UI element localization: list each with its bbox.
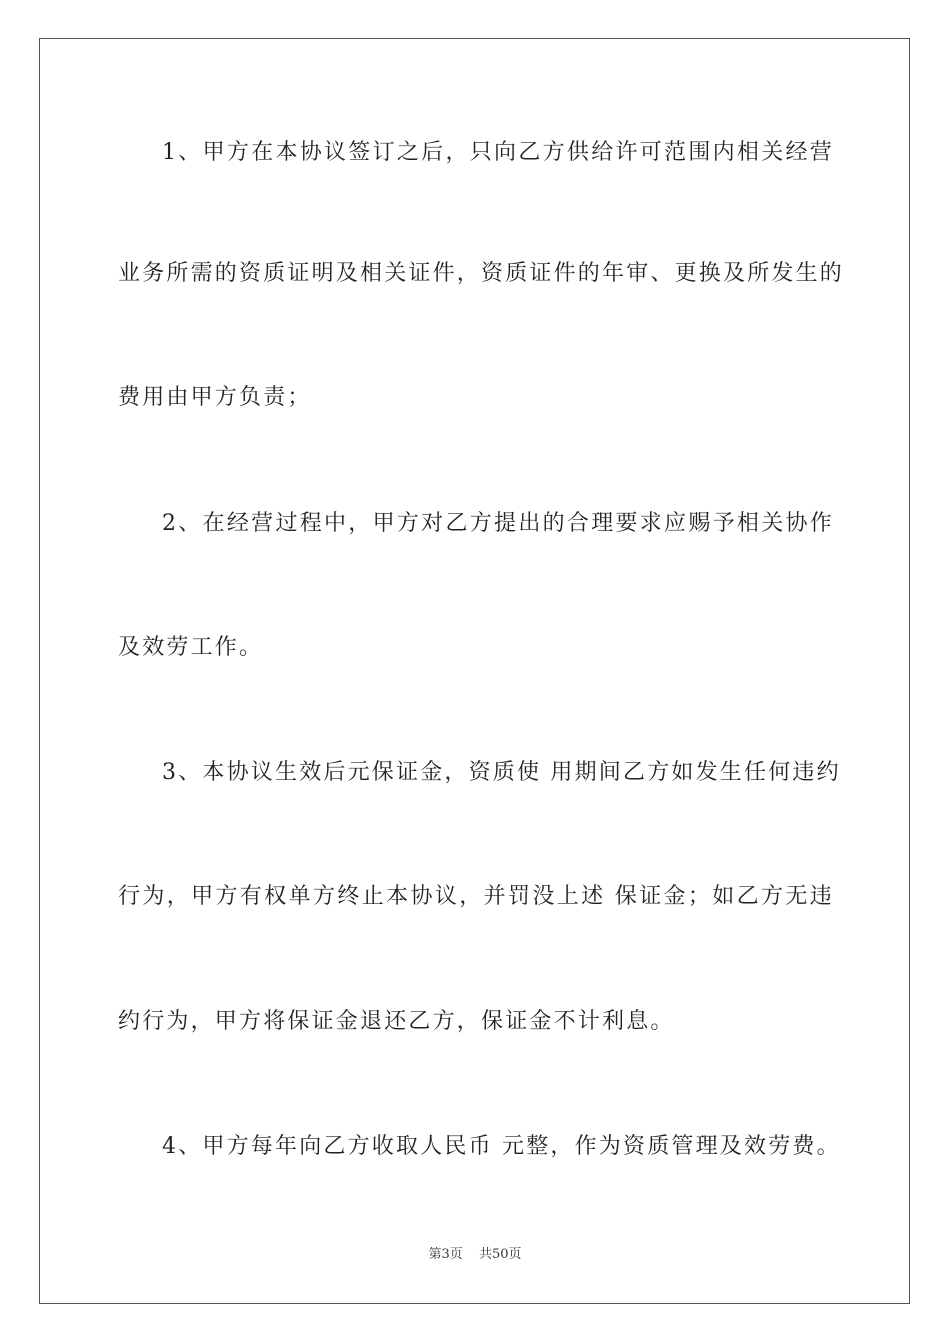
page-total: 共50页 [478, 1247, 522, 1262]
paragraph-4-line-1: 4、甲方每年向乙方收取人民币 元整，作为资质管理及效劳费。 [162, 1134, 841, 1159]
page-footer [0, 1246, 950, 1264]
paragraph-1-line-3: 费用由甲方负责； [118, 385, 312, 410]
paragraph-3-line-3: 约行为，甲方将保证金退还乙方，保证金不计利息。 [118, 1009, 675, 1034]
paragraph-3-line-1: 3、本协议生效后元保证金，资质使 用期间乙方如发生任何违约 [162, 760, 841, 785]
page-border [39, 38, 910, 1304]
paragraph-2-line-1: 2、在经营过程中，甲方对乙方提出的合理要求应赐予相关协作 [162, 511, 834, 536]
paragraph-3-line-2: 行为，甲方有权单方终止本协议，并罚没上述 保证金；如乙方无违 [118, 884, 834, 909]
paragraph-1-line-1: 1、甲方在本协议签订之后，只向乙方供给许可范围内相关经营 [162, 140, 834, 165]
paragraph-2-line-2: 及效劳工作。 [118, 635, 264, 660]
page-number: 第3页 [428, 1247, 463, 1262]
paragraph-1-line-2: 业务所需的资质证明及相关证件，资质证件的年审、更换及所发生的 [118, 261, 845, 286]
